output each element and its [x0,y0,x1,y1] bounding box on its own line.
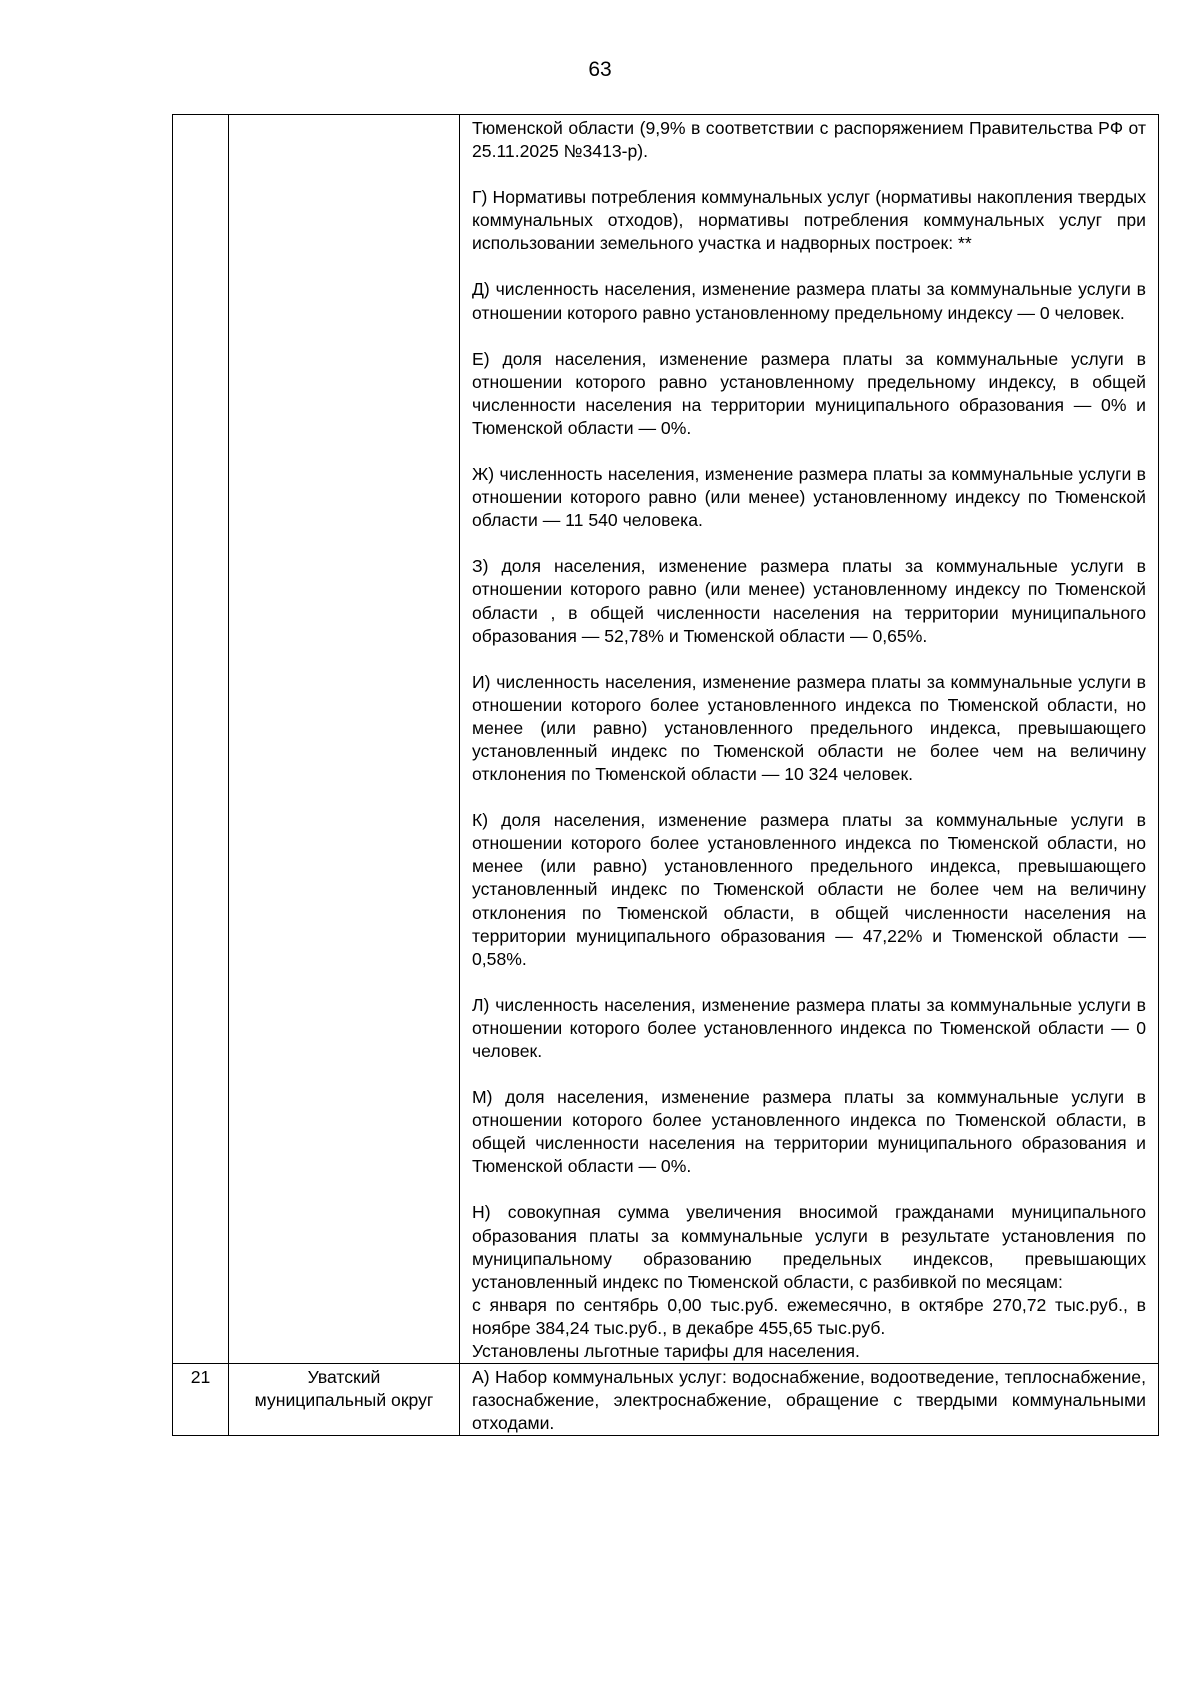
paragraph-i: И) численность населения, изменение размера платы за коммунальные услуги в отношении которого более установленного индекса по Тюменской области, но менее (или равно) установленного предельного индекса, превышающего установленный индекс по Тюменской области не более чем на величину отклонения по Тюменской области — 10 324 человек. [472,671,1146,785]
paragraph-n-text: Н) совокупная сумма увеличения вносимой гражданами муниципального образования платы за коммунальные услуги в результате установления по муниципальному образованию предельных индексов, превышающих установленный индекс по Тюменской области, с разбивкой по месяцам: [472,1202,1146,1292]
table-row [173,115,1159,1364]
paragraph-a: А) Набор коммунальных услуг: водоснабжение, водоотведение, теплоснабжение, газоснабжение, электроснабжение, обращение с твердыми коммунальными отходами. [472,1367,1146,1434]
number-cell-empty [173,115,229,1364]
monthly-breakdown: с января по сентябрь 0,00 тыс.руб. ежемесячно, в октябре 270,72 тыс.руб., в ноябре 384,24 тыс.руб., в декабре 455,65 тыс.руб. [472,1294,1146,1338]
services-set [460,1364,1159,1436]
table-row [173,1364,1159,1436]
paragraph-l: Л) численность населения, изменение размера платы за коммунальные услуги в отношении которого более установленного индекса по Тюменской области — 0 человек. [472,994,1146,1061]
paragraph-n [472,1201,1146,1363]
page-number: 63 [588,58,612,81]
paragraph-d: Д) численность населения, изменение размера платы за коммунальные услуги в отношении которого равно установленному предельному индексу — 0 человек. [472,279,1146,323]
paragraph-continuation: Тюменской области (9,9% в соответствии с распоряжением Правительства РФ от 25.11.2025 №3413-р). [472,118,1146,162]
paragraph-m: М) доля населения, изменение размера платы за коммунальные услуги в отношении которого более установленного индекса по Тюменской области, в общей численности населения на территории муниципального образования и Тюменской области — 0%. [472,1087,1146,1177]
paragraph-z: З) доля населения, изменение размера платы за коммунальные услуги в отношении которого равно (или менее) установленному индексу по Тюменской области , в общей численности населения на территории муниципального образования — 52,78% и Тюменской области — 0,65%. [472,556,1146,646]
paragraph-k: К) доля населения, изменение размера платы за коммунальные услуги в отношении которого более установленного индекса по Тюменской области, но менее (или равно) установленного предельного индекса, превышающего установленный индекс по Тюменской области не более чем на величину отклонения по Тюменской области, в общей численности населения на территории муниципального образования — 47,22% и Тюменской области — 0,58%. [472,810,1146,969]
paragraph-g: Г) Нормативы потребления коммунальных услуг (нормативы накопления твердых коммунальных отходов), нормативы потребления коммунальных услуг при использовании земельного участка и надворных построек: ** [472,187,1146,254]
paragraph-e: Е) доля населения, изменение размера платы за коммунальные услуги в отношении которого равно установленному предельному индексу, в общей численности населения на территории муниципального образования — 0% и Тюменской области — 0%. [472,348,1146,438]
paragraph-zh: Ж) численность населения, изменение размера платы за коммунальные услуги в отношении которого равно (или менее) установленному индексу по Тюменской области — 11 540 человека. [472,464,1146,531]
preferential-tariffs-note: Установлены льготные тарифы для населения. [472,1341,860,1362]
municipal-table [172,114,1159,1436]
details-cell [460,115,1159,1364]
municipality-name: Уватский муниципальный округ [229,1364,460,1436]
municipality-cell-empty [229,115,460,1364]
row-number: 21 [173,1364,229,1436]
